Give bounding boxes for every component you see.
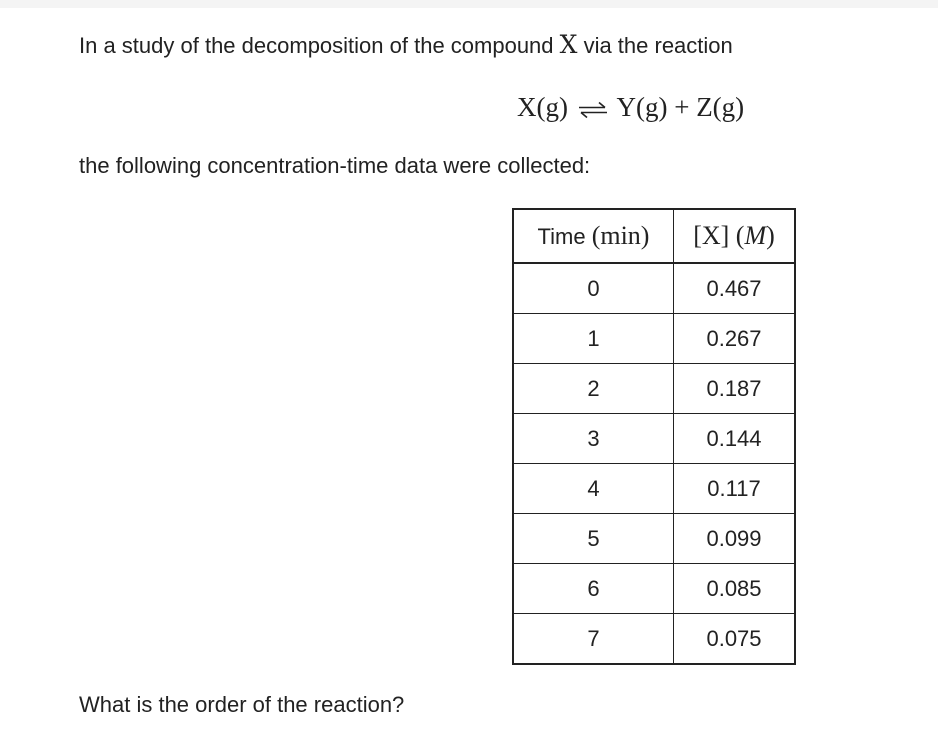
reaction-equation — [517, 90, 744, 124]
concentration-time-table — [512, 208, 796, 665]
equilibrium-arrow-icon — [575, 100, 611, 120]
equation-reactant: X(g) — [517, 92, 568, 122]
concentration-cell: 0.117 — [674, 464, 796, 514]
time-cell: 7 — [513, 614, 674, 665]
concentration-cell: 0.144 — [674, 414, 796, 464]
table-row — [513, 364, 795, 414]
equation-products: Y(g) + Z(g) — [616, 92, 745, 122]
header-conc-unit-close: ) — [766, 221, 775, 250]
compound-symbol: X — [559, 30, 578, 59]
intro-sentence — [79, 31, 733, 60]
concentration-cell: 0.099 — [674, 514, 796, 564]
concentration-cell: 0.187 — [674, 364, 796, 414]
time-cell: 2 — [513, 364, 674, 414]
header-time — [513, 209, 674, 263]
time-cell: 6 — [513, 564, 674, 614]
time-cell: 0 — [513, 263, 674, 314]
time-cell: 3 — [513, 414, 674, 464]
intro-text-after: via the reaction — [577, 33, 733, 58]
concentration-cell: 0.467 — [674, 263, 796, 314]
concentration-cell: 0.075 — [674, 614, 796, 665]
header-conc-unit: M — [744, 221, 767, 250]
time-cell: 1 — [513, 314, 674, 364]
header-conc-label: [X] — [693, 221, 736, 250]
time-cell: 4 — [513, 464, 674, 514]
time-cell: 5 — [513, 514, 674, 564]
question-text: What is the order of the reaction? — [79, 692, 405, 717]
lead-text: the following concentration-time data were collected: — [79, 153, 591, 178]
header-conc-unit-open: ( — [735, 221, 745, 250]
table-row — [513, 614, 795, 665]
header-time-label: Time — [537, 224, 592, 249]
table-row — [513, 314, 795, 364]
table-row — [513, 464, 795, 514]
top-divider-strip — [0, 0, 938, 8]
table-row — [513, 414, 795, 464]
header-concentration — [674, 209, 796, 263]
concentration-cell: 0.267 — [674, 314, 796, 364]
intro-text-before: In a study of the decomposition of the compound — [79, 33, 560, 58]
table-header-row — [513, 209, 795, 263]
header-time-unit: (min) — [591, 221, 650, 250]
concentration-cell: 0.085 — [674, 564, 796, 614]
table-row — [513, 514, 795, 564]
table-row — [513, 263, 795, 314]
table-row — [513, 564, 795, 614]
